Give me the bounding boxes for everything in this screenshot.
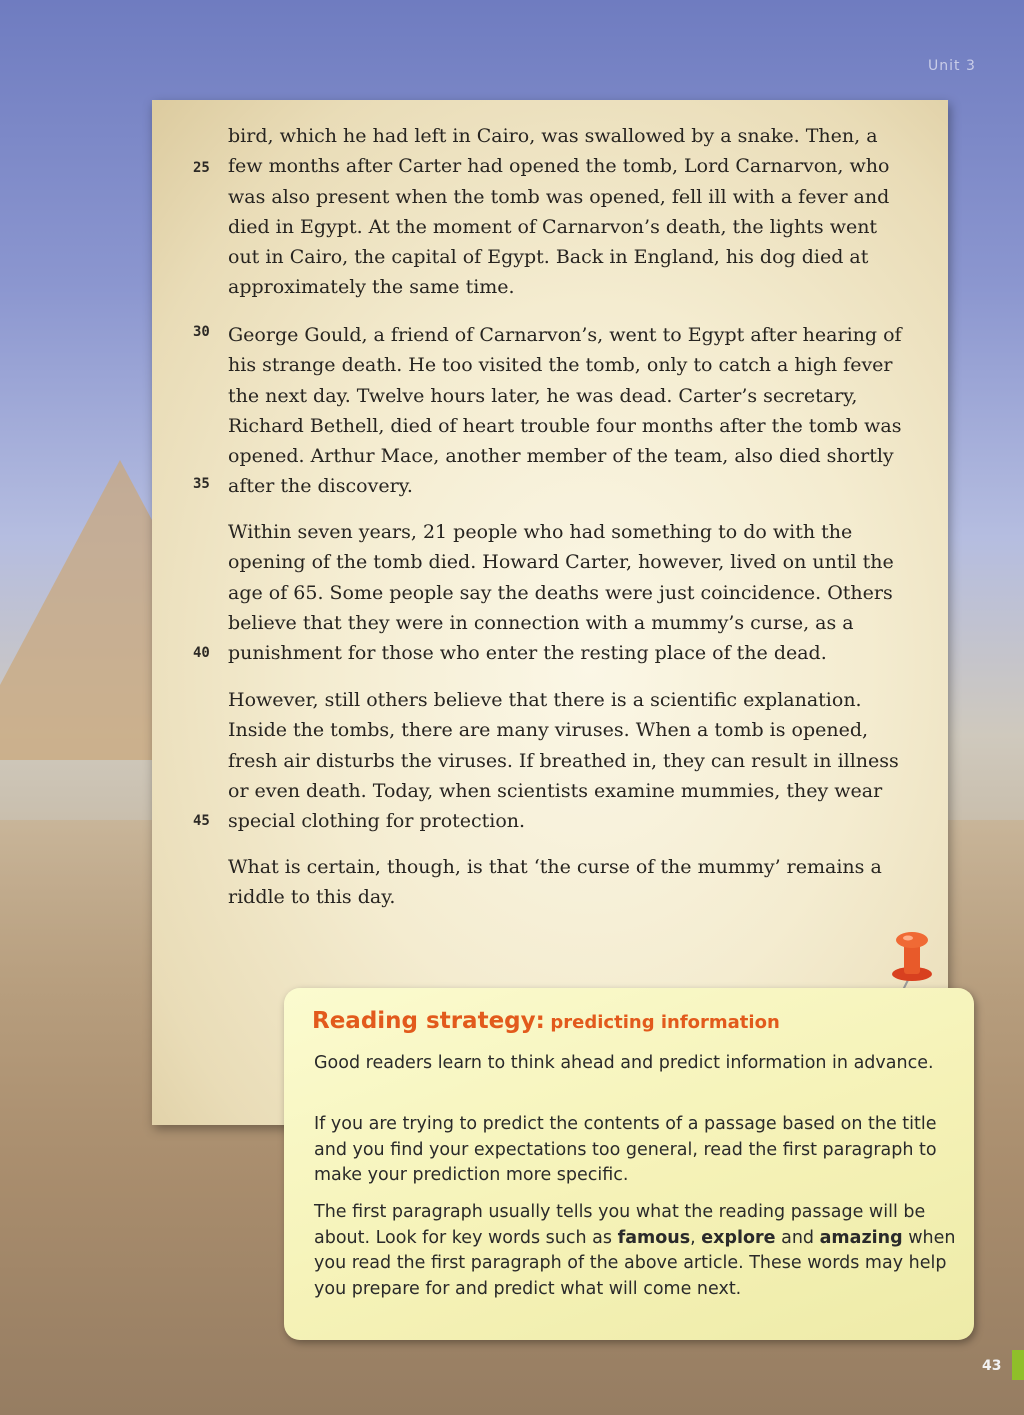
strategy-text: and [781, 1227, 815, 1248]
keyword-amazing: amazing [819, 1227, 903, 1248]
text-line: after the discovery. [228, 475, 413, 498]
unit-label: Unit 3 [928, 58, 976, 74]
text-line: Inside the tombs, there are many viruses. When a tomb is opened, [228, 719, 869, 742]
text-line: out in Cairo, the capital of Egypt. Back in England, his dog died at [228, 246, 869, 269]
text-line: or even death. Today, when scientists examine mummies, they wear [228, 779, 883, 802]
article-paragraph-5 [228, 852, 908, 913]
strategy-title-sub: predicting information [550, 1012, 780, 1033]
text-line: few months after Carter had opened the tomb, Lord Carnarvon, who [228, 155, 890, 178]
line-number: 25 [193, 160, 210, 176]
article-paragraph-3 [228, 517, 908, 668]
keyword-famous: famous [617, 1227, 691, 1248]
text-line: approximately the same time. [228, 276, 515, 299]
text-line: Within seven years, 21 people who had something to do with the [228, 521, 853, 543]
keyword-explore: explore [701, 1227, 776, 1248]
article-paragraph-1 [228, 121, 908, 303]
text-line: riddle to this day. [228, 886, 396, 909]
text-line: opened. Arthur Mace, another member of the team, also died shortly [228, 445, 894, 468]
line-number: 40 [193, 645, 210, 661]
strategy-text: The first paragraph usually tells you what the reading passage will be about. Look for key words such as [314, 1202, 926, 1248]
page-number: 43 [982, 1358, 1002, 1374]
text-line: opening of the tomb died. Howard Carter, however, lived on until the [228, 551, 894, 574]
article-paragraph-2 [228, 320, 908, 502]
line-number: 45 [193, 813, 210, 829]
article-paragraph-4 [228, 685, 908, 836]
page-edge-tab [1012, 1350, 1024, 1380]
strategy-title [312, 1008, 780, 1034]
strategy-title-main: Reading strategy: [312, 1008, 545, 1034]
text-line: punishment for those who enter the resting place of the dead. [228, 642, 827, 665]
strategy-paragraph-3: The first paragraph usually tells you what the reading passage will be about. Look for key words such as famous, explore and amazing when you read the first paragraph of the above article. These words may help you prepare for and predict what will come next. [314, 1202, 956, 1299]
text-line: What is certain, though, is that ‘the curse of the mummy’ remains a [228, 856, 882, 878]
text-line: George Gould, a friend of Carnarvon’s, went to Egypt after hearing of [228, 324, 902, 346]
line-number: 35 [193, 476, 210, 492]
text-line: believe that they were in connection with a mummy’s curse, as a [228, 611, 854, 634]
text-line: the next day. Twelve hours later, he was dead. Carter’s secretary, [228, 384, 858, 407]
text-line: However, still others believe that there is a scientific explanation. [228, 689, 862, 711]
line-number: 30 [193, 324, 210, 340]
text-line: fresh air disturbs the viruses. If breathed in, they can result in illness [228, 749, 899, 772]
strategy-paragraph-1: Good readers learn to think ahead and predict information in advance. [314, 1053, 934, 1073]
text-line: was also present when the tomb was opened, fell ill with a fever and [228, 185, 890, 208]
strategy-paragraph-2: If you are trying to predict the contents of a passage based on the title and you find your expectations too general, read the first paragraph to make your prediction more specific. [314, 1114, 937, 1185]
text-line: Richard Bethell, died of heart trouble four months after the tomb was [228, 414, 902, 437]
text-line: special clothing for protection. [228, 810, 526, 833]
text-line: age of 65. Some people say the deaths were just coincidence. Others [228, 581, 893, 604]
reading-strategy-box [284, 988, 974, 1340]
text-line: died in Egypt. At the moment of Carnarvon’s death, the lights went [228, 215, 878, 238]
text-line: his strange death. He too visited the tomb, only to catch a high fever [228, 354, 893, 377]
text-line: bird, which he had left in Cairo, was swallowed by a snake. Then, a [228, 125, 878, 147]
strategy-text: when you read the first paragraph of the above article. These words may help you prepare for and predict what will come next. [314, 1227, 956, 1299]
